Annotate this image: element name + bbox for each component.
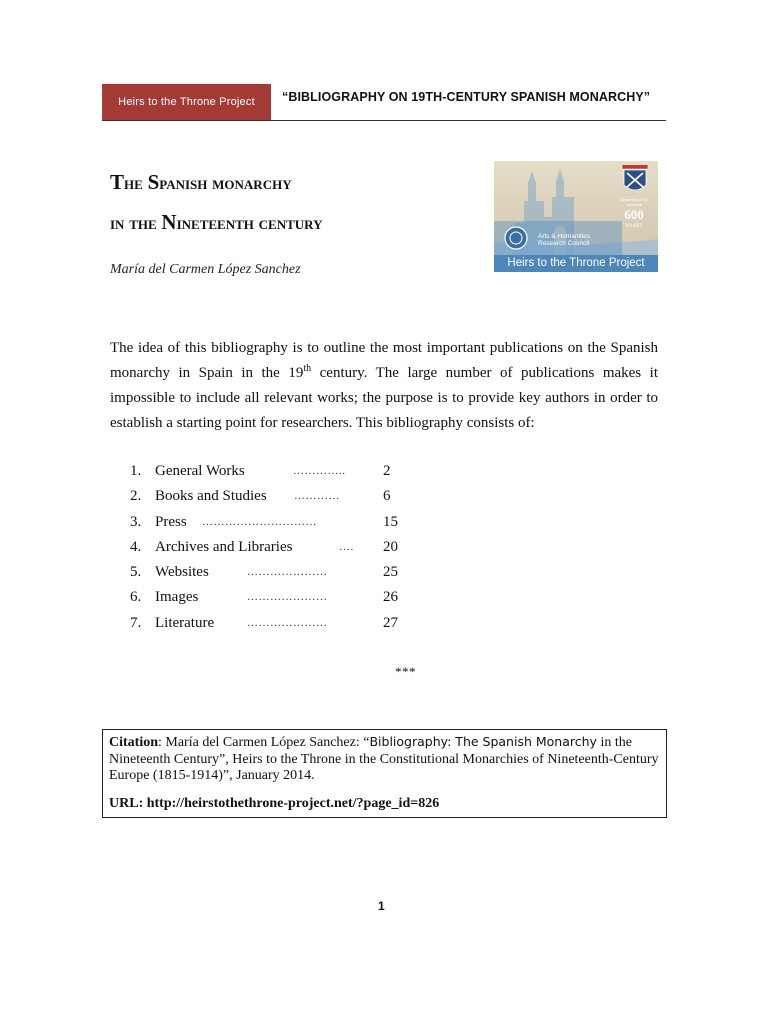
item-number: 4.	[130, 538, 142, 555]
years-number: 600	[624, 207, 644, 222]
title-part: he	[124, 173, 148, 194]
council-label: Arts & Humanities Research Council	[538, 233, 591, 247]
title-part: panish monarchy	[159, 173, 292, 194]
dot-leader: …………………	[247, 566, 328, 579]
author-name: María del Carmen López Sanchez	[110, 262, 301, 277]
document-title	[110, 163, 322, 243]
title-part: in the	[110, 213, 162, 234]
item-number: 1.	[130, 463, 142, 479]
item-page: 26	[383, 589, 398, 606]
list-item	[130, 461, 430, 486]
title-line-1	[110, 163, 322, 203]
header-divider	[102, 120, 666, 121]
url-label: URL	[109, 795, 139, 811]
intro-superscript: th	[303, 363, 312, 374]
title-part: ineteenth century	[176, 213, 323, 234]
list-item	[130, 486, 430, 511]
intro-paragraph	[110, 336, 658, 436]
item-number: 2.	[130, 488, 142, 505]
item-page: 6	[383, 488, 391, 505]
list-item	[130, 587, 430, 612]
years-badge	[622, 209, 646, 233]
list-item	[130, 512, 430, 537]
logo-caption: Heirs to the Throne Project	[494, 255, 658, 272]
project-logo	[494, 161, 658, 272]
item-page: 15	[383, 513, 398, 530]
citation-text	[109, 734, 660, 785]
citation-url-line	[109, 796, 660, 813]
project-tag: Heirs to the Throne Project	[102, 84, 271, 120]
list-item	[130, 613, 430, 638]
citation-url-link[interactable]: : http://heirstothethrone-project.net/?page_id=826	[138, 795, 440, 811]
citation-part: Bibliography: The Spanish Monarchy	[369, 734, 597, 749]
university-label: University of St Andrews	[620, 197, 648, 207]
item-page: 20	[383, 538, 398, 555]
section-separator: ***	[395, 664, 416, 679]
dot-leader: ….	[339, 540, 354, 553]
citation-part: : María del Carmen López Sanchez: “	[158, 735, 370, 750]
dot-leader: …………..	[293, 465, 346, 477]
item-label: Literature	[155, 614, 215, 631]
list-item	[130, 537, 430, 562]
dot-leader: …………………	[247, 591, 328, 604]
title-cap: S	[147, 170, 160, 194]
title-lead: T	[110, 170, 125, 194]
citation-box	[102, 729, 667, 818]
item-page: 27	[383, 614, 398, 631]
title-cap: N	[161, 210, 177, 234]
dot-leader: …………	[294, 490, 340, 503]
item-label: Books and Studies	[155, 488, 267, 505]
citation-part: in the Nineteenth Century”, Heirs to the Throne in the Constitutional Monarchies of Nineteenth-Century Europe (1815-1914)”, January 2014.	[109, 735, 659, 783]
intro-text: The idea of this bibliography is to outline the most important publications on the Spanish monarchy in Spain in the 19	[110, 340, 658, 381]
header-title: “BIBLIOGRAPHY ON 19TH-CENTURY SPANISH MONARCHY”	[282, 90, 651, 104]
item-label: Websites	[155, 564, 209, 581]
title-line-2	[110, 203, 322, 243]
dot-leader: …………………	[247, 616, 328, 629]
list-item	[130, 562, 430, 587]
item-page: 25	[383, 564, 398, 581]
intro-text: century. The large number of publications makes it impossible to include all relevant works; the purpose is to provide key authors in order to establish a starting point for researchers. This bibliography consists of:	[110, 365, 658, 431]
item-number: 7.	[130, 614, 142, 631]
contents-list	[130, 461, 430, 638]
item-label: Archives and Libraries	[155, 538, 293, 555]
item-page: 2	[383, 463, 391, 479]
item-label: Press	[155, 513, 187, 530]
item-label: General Works	[155, 463, 245, 479]
item-number: 3.	[130, 513, 142, 530]
years-label: YEARS	[625, 224, 643, 229]
dot-leader: …………………………	[202, 515, 317, 528]
item-label: Images	[155, 589, 199, 606]
citation-label: Citation	[109, 735, 158, 750]
page-number: 1	[378, 899, 385, 913]
item-number: 6.	[130, 589, 142, 606]
item-number: 5.	[130, 564, 142, 581]
